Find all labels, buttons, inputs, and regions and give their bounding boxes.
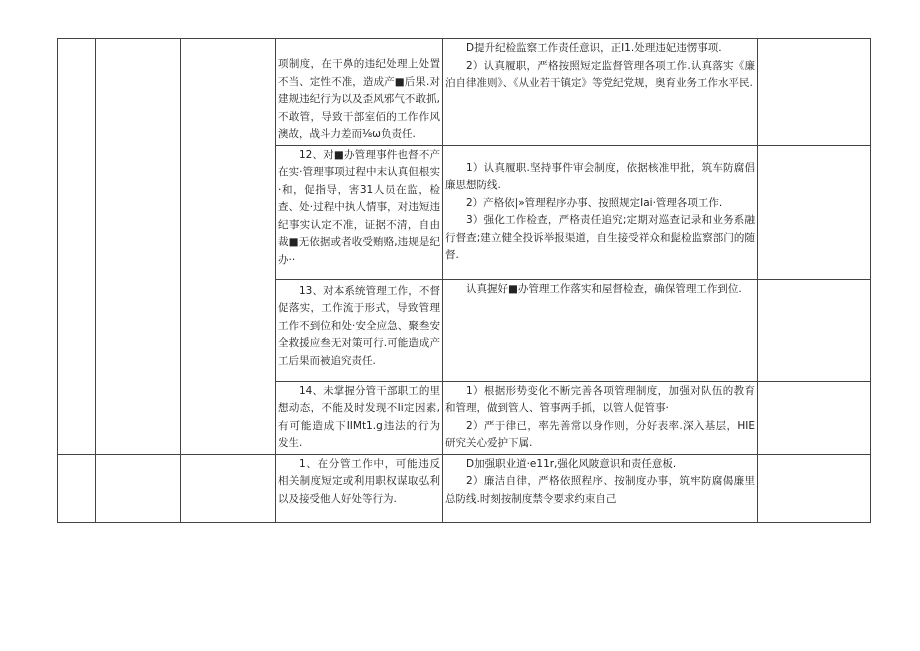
measure-cell [443,39,758,146]
risk-text: 1、在分管工作中，可能违反相关制度短定或利用职权谋取弘利以及接受他人好处等行为. [278,457,440,505]
blank-cell [758,279,871,381]
risk-text: 12、对■办管理事件也督不产在实·管理事项过程中末认真但根实·和，促指导，害31人员在监，检查、处·过程中执人情事，对违短违纪事实认定不准，证据不清，自由裁■无依据或者收受贿赂,违规是纪办·· [278,148,440,266]
risk-text: 13、对本系统管理工作，不督促落实，工作流于形式，导致管理工作不到位和处·安全应急、聚叁安全救援应叁无对策可行.可能造成产工后果而被追究责任. [278,284,440,367]
measure-item: 3）强化工作检查，严格责任追究;定期对巡查记录和业务系融行督查;建立健全投诉举报渠道，自生接受祥众和髭检监察部门的随督. [445,214,755,261]
blank-cell [181,39,276,455]
risk-text: 项制度，在干鼻的违纪处理上处置不当、定性不准，造成产■后果.对建规违纪行为以及歪风邪气不敢抓,不敢管，导致干部室佰的工作作风澳故，战斗力差而⅛ω负责任. [278,58,440,140]
blank-cell [758,454,871,522]
risk-text: 14、未掌握分管干部职工的里想动态，不能及时发现不Ii定因素,有可能造成下IIMt1.g违法的行为发生. [278,384,440,449]
blank-cell [58,39,96,455]
table-row [58,39,871,146]
risk-cell [276,39,443,146]
risk-cell [276,279,443,381]
blank-cell [758,381,871,454]
measure-cell [443,381,758,454]
measure-cell [443,454,758,522]
measure-item: 1）认真履职.坚持事件审会制度，依据核准甲批，筑车防腐倡廉思想防线. [445,161,755,191]
measure-item: 1）根据形势变化不断完善各项管理制度，加强对队伍的教育和管理，做到管人、管事两手抓，以管人促管事· [445,384,755,414]
measure-item: 2）产格依|»管理程序办事、按照规定Iai·管理各项工作. [466,196,723,209]
table-row [58,454,871,522]
measure-item: 2）廉洁自律，严格依照程序、按制度办事，筑牢防腐偈廉里总防线.时刻按制度禁令要求约束自己 [445,475,755,505]
blank-cell [758,39,871,146]
risk-cell [276,145,443,279]
blank-cell [96,39,181,455]
blank-cell [58,454,96,522]
measure-cell [443,145,758,279]
blank-cell [96,454,181,522]
responsibility-table [57,38,871,523]
blank-cell [758,145,871,279]
measure-cell [443,279,758,381]
risk-cell [276,454,443,522]
measure-item: D提升纪检监察工作责任意识，正I1.处理违妃违愣事项. [466,42,722,54]
measure-item: 认真握好■办管理工作落实和屋督检查，确保管理工作到位. [466,282,742,295]
risk-cell [276,381,443,454]
measure-item: 2）认真履职，严格按照短定监督管理各项工作.认真落实《廉泊自律准则》、《从业若干镇定》等党纪党规，奥育业务工作水平民. [445,59,755,89]
measure-item: 2）严于律已，率先善常以身作则，分好表率.深入基层，HIE研究关心爱护下属. [445,419,755,449]
blank-cell [181,454,276,522]
measure-item: D加强职业道·e11r,强化风陂意识和责任意板. [466,457,677,470]
